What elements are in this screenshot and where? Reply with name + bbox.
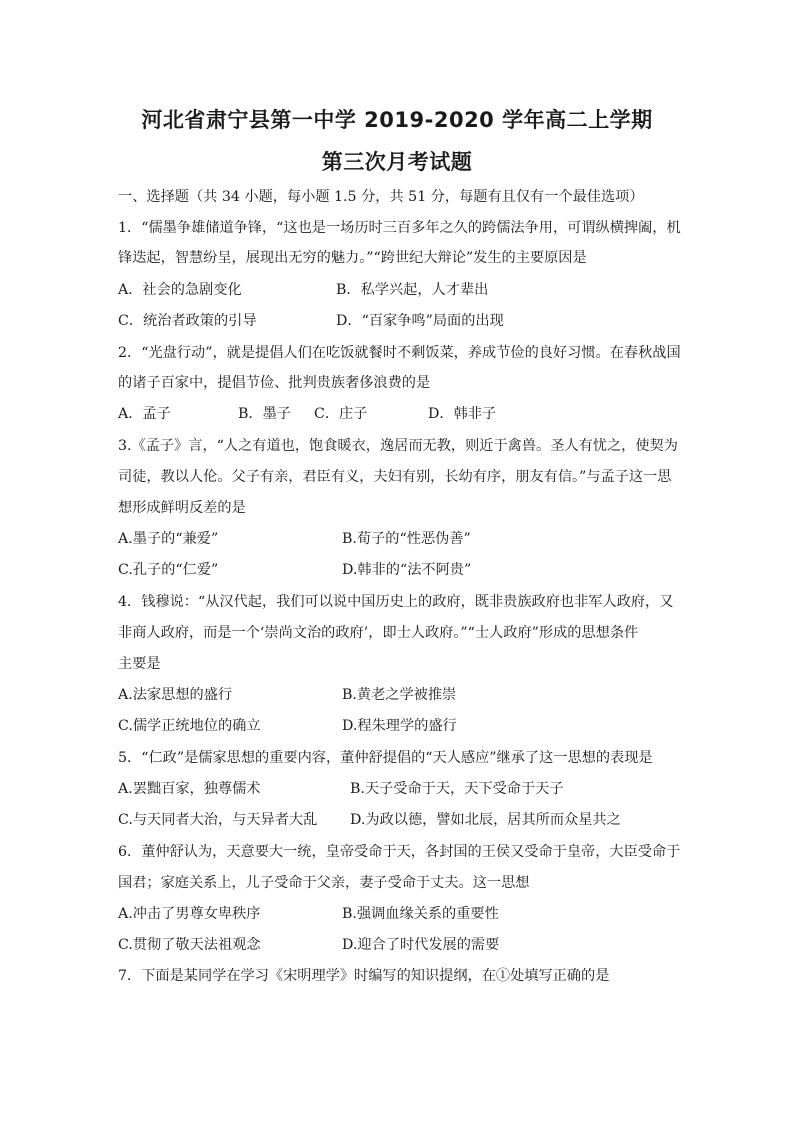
q3-option-a: A.墨子的“兼爱” [118,531,219,547]
q3-option-d: D.韩非的“法不阿贵” [342,562,472,578]
q4-option-a: A.法家思想的盛行 [118,687,233,703]
q1-option-c: C．统治者政策的引导 [118,313,257,329]
q6-option-d: D.迎合了时代发展的需要 [342,937,500,953]
q5-option-a: A.罢黜百家，独尊儒术 [118,781,261,797]
q2-option-c: C．庄子 [314,406,368,422]
q4-option-d: D.程朱理学的盛行 [342,718,457,734]
q7-stem-line1: 7．下面是某同学在学习《宋明理学》时编写的知识提纲，在①处填写正确的是 [118,968,610,984]
exam-title-line2: 第三次月考试题 [321,150,473,174]
q2-option-a: A．孟子 [118,406,171,422]
q6-stem-line1: 6．董仲舒认为，天意要大一统，皇帝受命于天，各封国的王侯又受命于皇帝，大臣受命于 [118,844,681,860]
q2-option-d: D．韩非子 [428,406,497,422]
q3-stem-line1: 3.《孟子》言，“人之有道也，饱食暖衣，逸居而无教，则近于禽兽。圣人有忧之，使契为 [118,438,678,454]
q4-stem-line1: 4．钱穆说：“从汉代起，我们可以说中国历史上的政府，既非贵族政府也非军人政府，又 [118,594,674,610]
q6-option-b: B.强调血缘关系的重要性 [342,906,499,922]
q3-stem-line2: 司徒，教以人伦。父子有亲，君臣有义，夫妇有别，长幼有序，朋友有信。”与孟子这一思 [118,469,672,485]
q1-stem-line2: 锋迭起，智慧纷呈，展现出无穷的魅力。”“跨世纪大辩论”发生的主要原因是 [118,250,587,266]
q4-option-b: B.黄老之学被推崇 [342,687,457,703]
q3-stem-line3: 想形成鲜明反差的是 [118,500,246,516]
q6-option-c: C.贯彻了敬天法祖观念 [118,937,261,953]
q1-option-d: D．“百家争鸣”局面的出现 [336,313,504,329]
q1-stem-line1: 1．“儒墨争雄储道争锋，“这也是一场历时三百多年之久的跨儒法争用，可谓纵横捭阖，机 [118,220,681,236]
q3-option-c: C.孔子的“仁爱” [118,562,219,578]
q5-option-b: B.天子受命于天，天下受命于天子 [350,781,564,797]
q6-stem-line2: 国君；家庭关系上，儿子受命于父亲，妻子受命于丈夫。这一思想 [118,875,530,891]
q6-option-a: A.冲击了男尊女卑秩序 [118,906,261,922]
section-header: 一、选择题（共 34 小题，每小题 1.5 分，共 51 分，每题有且仅有一个最佳选项） [118,189,644,205]
q2-stem-line1: 2．“光盘行动”，就是提倡人们在吃饭就餐时不剩饭菜，养成节俭的良好习惯。在春秋战国 [118,345,681,361]
q4-stem-line2: 非商人政府，而是一个‘崇尚文治的政府’，即士人政府。”“士人政府”形成的思想条件 [118,625,639,641]
q1-option-a: A．社会的急剧变化 [118,282,242,298]
q4-stem-line3: 主要是 [118,656,161,672]
exam-title-line1: 河北省肃宁县第一中学 2019-2020 学年高二上学期 [141,108,653,132]
q5-stem-line1: 5．“仁政”是儒家思想的重要内容，董仲舒提倡的“天人感应”继承了这一思想的表现是 [118,750,653,766]
q3-option-b: B.荀子的“性恶伪善” [342,531,471,547]
q2-option-b: B．墨子 [238,406,291,422]
q1-option-b: B．私学兴起，人才辈出 [336,282,489,298]
q5-option-c: C.与天同者大治，与天异者大乱 [118,812,318,828]
q4-option-c: C.儒学正统地位的确立 [118,718,261,734]
q2-stem-line2: 的诸子百家中，提倡节俭、批判贵族奢侈浪费的是 [118,375,431,391]
q5-option-d: D.为政以德，譬如北辰，居其所而众星共之 [350,812,621,828]
